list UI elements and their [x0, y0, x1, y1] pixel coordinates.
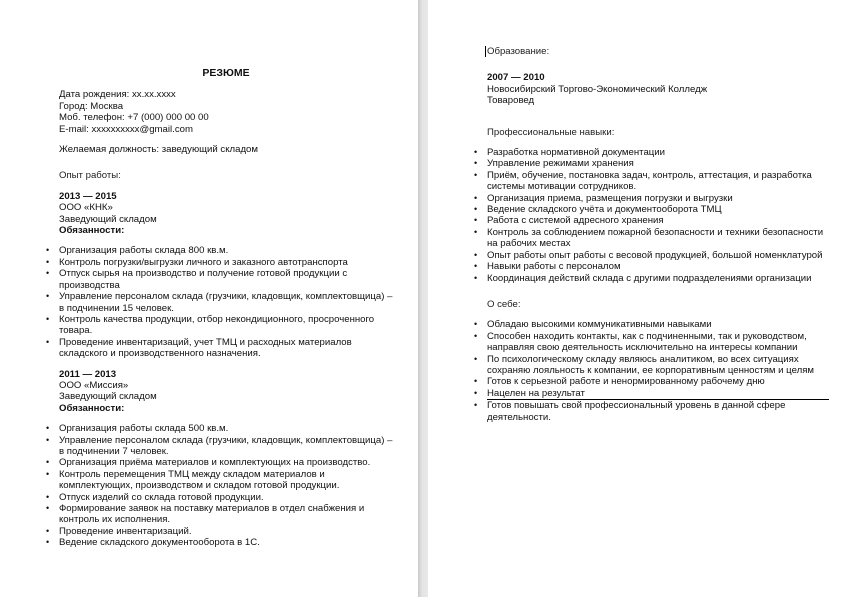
list-item: • Готов к серьезной работе и ненормированному рабочему дню	[474, 376, 765, 388]
list-item: • Формирование заявок на поставку материалов в отдел снабжения и контроль их исполнения.	[46, 503, 365, 526]
about-list	[474, 319, 827, 423]
bullet-icon: •	[474, 226, 478, 237]
list-item: • Контроль погрузки/выгрузки личного и заказного автотранспорта	[46, 256, 348, 268]
list-item: • Способен находить контакты, как с подчиненными, так и руководством, направляя свою деятельность исключительно на интересы компании	[474, 330, 807, 354]
bullet-icon: •	[474, 387, 478, 398]
job-position: Заведующий складом	[59, 391, 157, 403]
education-specialty: Товаровед	[487, 95, 535, 107]
bullet-icon: •	[474, 330, 478, 341]
bullet-icon: •	[46, 525, 50, 536]
desired-position: Желаемая должность: заведующий складом	[59, 144, 258, 156]
bullet-icon: •	[474, 319, 478, 330]
list-item: • Работа с системой адресного хранения	[474, 215, 664, 227]
bullet-icon: •	[46, 434, 50, 445]
bullet-icon: •	[474, 261, 478, 272]
list-item: • Отпуск изделий со склада готовой продукции.	[46, 491, 264, 503]
about-heading: О себе:	[487, 298, 521, 310]
education-period: 2007 — 2010	[487, 72, 545, 84]
list-item: • Отпуск сырья на производство и получение готовой продукции с производства	[46, 268, 348, 291]
bullet-icon: •	[474, 400, 478, 411]
job-period: 2011 — 2013	[59, 368, 117, 380]
city: Город: Москва	[59, 100, 124, 112]
job-company: ООО «Миссия»	[59, 379, 129, 391]
list-item: • Контроль качества продукции, отбор некондиционного, просроченного товара.	[46, 313, 375, 337]
list-item: • Организация приема, размещения погрузки и выгрузки	[474, 192, 733, 204]
bullet-icon: •	[46, 423, 50, 434]
experience-heading: Опыт работы:	[59, 170, 121, 182]
list-item: • Разработка нормативной документации	[474, 147, 665, 159]
skills-list	[474, 147, 827, 284]
job-company: ООО «КНК»	[59, 202, 113, 214]
duties-list	[46, 245, 393, 360]
list-item: • Проведение инвентаризаций, учет ТМЦ и расходных материалов складского и производственного назначения.	[46, 336, 352, 360]
resume-title: РЕЗЮМЕ	[202, 67, 250, 79]
list-item: • Управление режимами хранения	[474, 158, 634, 170]
list-item: • По психологическому складу являюсь аналитиком, во всех ситуациях сохраняю лояльность к компании, ее корпоративным ценностям и целям	[474, 353, 814, 376]
list-item: • Проведение инвентаризаций.	[46, 525, 192, 537]
bullet-icon: •	[46, 537, 50, 548]
list-item: • Нацелен на результат	[487, 388, 829, 400]
duties-heading: Обязанности:	[59, 402, 125, 414]
bullet-icon: •	[474, 169, 478, 180]
education-entry	[487, 72, 827, 106]
left-page	[0, 0, 418, 597]
right-page	[428, 0, 845, 597]
bullet-icon: •	[474, 158, 478, 169]
list-item: • Навыки работы с персоналом	[474, 261, 621, 273]
email: E-mail: xxxxxxxxxx@gmail.com	[59, 123, 193, 135]
bullet-icon: •	[46, 268, 50, 279]
list-item: • Ведение складского документооборота в 1С.	[46, 537, 260, 549]
list-item: • Опыт работы опыт работы с весовой продукцией, большой номенклатурой	[474, 249, 823, 261]
list-item: • Координация действий склада с другими подразделениями организации	[474, 272, 812, 284]
list-item: • Организация приёма материалов и комплектующих на производство.	[46, 457, 371, 469]
left-page-content	[46, 67, 393, 549]
duties-heading: Обязанности:	[59, 225, 125, 237]
bullet-icon: •	[46, 313, 50, 324]
bullet-icon: •	[46, 291, 50, 302]
personal-info	[59, 89, 393, 135]
list-item: • Ведение складского учёта и документооборота ТМЦ	[474, 204, 722, 216]
bullet-icon: •	[474, 204, 478, 215]
list-item: • Контроль перемещения ТМЦ между складом материалов и комплектующих, производством и складом готовой продукции.	[46, 468, 340, 492]
job-entry	[46, 190, 393, 360]
bullet-icon: •	[46, 491, 50, 502]
bullet-icon: •	[46, 245, 50, 256]
bullet-icon: •	[46, 256, 50, 267]
bullet-icon: •	[474, 147, 478, 158]
bullet-icon: •	[46, 468, 50, 479]
bullet-icon: •	[474, 353, 478, 364]
education-heading[interactable]: Образование:	[487, 46, 550, 57]
right-page-content	[474, 46, 827, 423]
bullet-icon: •	[474, 272, 478, 283]
list-item: • Организация работы склада 500 кв.м.	[46, 423, 229, 435]
list-item: • Организация работы склада 800 кв.м.	[46, 245, 229, 257]
list-item: • Контроль за соблюдением пожарной безопасности и техники безопасности на рабочих местах	[474, 226, 824, 250]
bullet-icon: •	[46, 336, 50, 347]
birth-date: Дата рождения: xx.xx.xxxx	[59, 89, 176, 101]
bullet-icon: •	[46, 503, 50, 513]
job-period: 2013 — 2015	[59, 190, 117, 202]
skills-heading: Профессиональные навыки:	[487, 126, 615, 138]
phone: Моб. телефон: +7 (000) 000 00 00	[59, 112, 209, 124]
bullet-icon: •	[46, 457, 50, 468]
bullet-icon: •	[474, 249, 478, 260]
bullet-icon: •	[474, 192, 478, 203]
page-gutter	[418, 0, 428, 597]
list-item: • Управление персоналом склада (грузчики, кладовщик, комплектовщица) – в подчинении 7 человек.	[46, 434, 393, 457]
list-item: • Управление персоналом склада (грузчики, кладовщик, комплектовщица) – в подчинении 15 человек.	[46, 291, 393, 314]
bullet-icon: •	[474, 376, 478, 387]
list-item: • Готов повышать свой профессиональный уровень в данной сфере деятельности.	[474, 400, 786, 423]
education-institution: Новосибирский Торгово-Экономический Колледж	[487, 83, 708, 95]
duties-list	[46, 423, 393, 549]
bullet-icon: •	[474, 215, 478, 226]
list-item: • Приём, обучение, постановка задач, контроль, аттестация, и разработка системы мотивации сотрудников.	[474, 169, 812, 193]
job-entry	[46, 368, 393, 549]
job-position: Заведующий складом	[59, 213, 157, 225]
list-item: • Обладаю высокими коммуникативными навыками	[474, 319, 712, 331]
